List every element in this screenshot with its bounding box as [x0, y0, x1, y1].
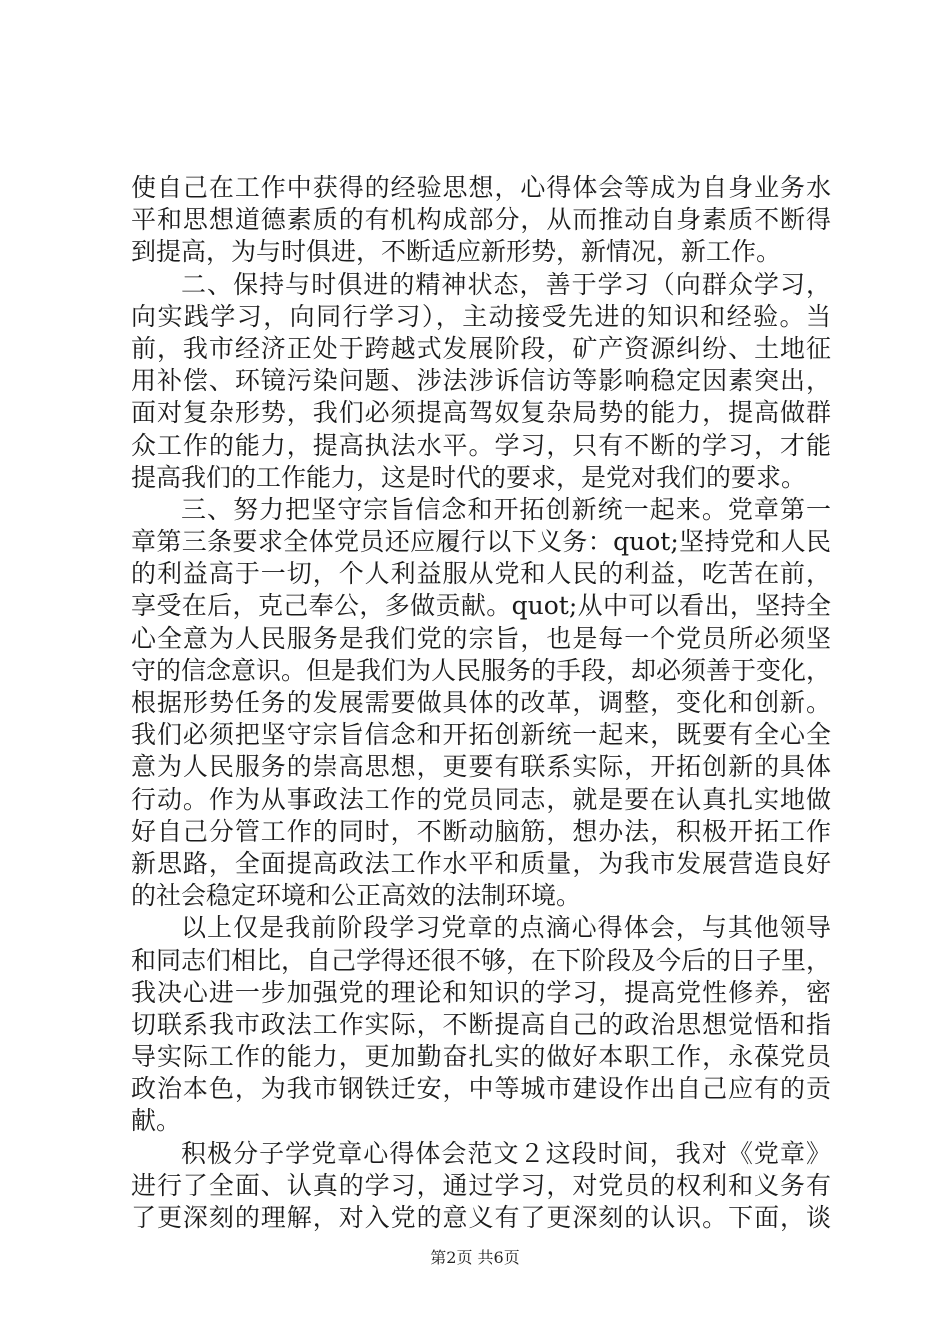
text-line: 进行了全面、认真的学习，通过学习，对党员的权利和义务有 — [131, 1170, 831, 1200]
text-line: 和同志们相比，自己学得还很不够，在下阶段及今后的日子里， — [131, 945, 832, 975]
text-line: 的利益高于一切，个人利益服从党和人民的利益，吃苦在前， — [131, 559, 831, 589]
document-body — [131, 172, 831, 1234]
text-line: 的社会稳定环境和公正高效的法制环境。 — [131, 881, 582, 911]
page-footer: 第2页 共6页 — [430, 1248, 520, 1267]
text-line: 行动。作为从事政法工作的党员同志，就是要在认真扎实地做 — [131, 784, 831, 814]
text-line: 到提高，为与时俱进，不断适应新形势，新情况，新工作。 — [131, 237, 782, 267]
text-line: 提高我们的工作能力，这是时代的要求，是党对我们的要求。 — [131, 462, 807, 492]
text-line: 章第三条要求全体党员还应履行以下义务：quot;坚持党和人民 — [131, 527, 831, 557]
text-line: 根据形势任务的发展需要做具体的改革，调整，变化和创新。 — [131, 688, 831, 717]
text-line: 政治本色，为我市钢铁迁安，中等城市建设作出自己应有的贡 — [131, 1074, 831, 1104]
text-line: 新思路，全面提高政法工作水平和质量，为我市发展营造良好 — [131, 848, 831, 878]
text-line: 好自己分管工作的同时，不断动脑筋，想办法，积极开拓工作 — [131, 816, 831, 846]
text-line: 众工作的能力，提高执法水平。学习，只有不断的学习，才能 — [131, 430, 831, 460]
text-line: 向实践学习，向同行学习），主动接受先进的知识和经验。当 — [131, 301, 831, 331]
text-line: 了更深刻的理解，对入党的意义有了更深刻的认识。下面，谈 — [131, 1203, 831, 1232]
text-line: 守的信念意识。但是我们为人民服务的手段，却必须善于变化， — [131, 655, 832, 685]
text-line: 使自己在工作中获得的经验思想，心得体会等成为自身业务水 — [131, 173, 831, 202]
text-line: 前，我市经济正处于跨越式发展阶段，矿产资源纠纷、土地征 — [131, 333, 831, 363]
text-line: 面对复杂形势，我们必须提高驾奴复杂局势的能力，提高做群 — [131, 398, 831, 428]
text-line: 用补偿、环镜污染问题、涉法涉诉信访等影响稳定因素突出， — [131, 366, 831, 396]
text-line: 享受在后，克己奉公，多做贡献。quot;从中可以看出，坚持全 — [131, 591, 831, 621]
text-line: 献。 — [131, 1106, 182, 1136]
text-line: 我们必须把坚守宗旨信念和开拓创新统一起来，既要有全心全 — [131, 720, 831, 750]
text-line: 三、努力把坚守宗旨信念和开拓创新统一起来。党章第一 — [181, 494, 831, 524]
text-line: 切联系我市政法工作实际，不断提高自己的政治思想觉悟和指 — [131, 1009, 831, 1039]
text-line: 积极分子学党章心得体会范文２这段时间，我对《党章》 — [181, 1138, 831, 1168]
text-line: 意为人民服务的崇高思想，更要有联系实际，开拓创新的具体 — [131, 752, 831, 782]
text-line: 二、保持与时俱进的精神状态，善于学习（向群众学习， — [181, 269, 831, 299]
text-line: 导实际工作的能力，更加勤奋扎实的做好本职工作，永葆党员 — [131, 1042, 831, 1072]
text-line: 我决心进一步加强党的理论和知识的学习，提高党性修养，密 — [131, 977, 831, 1007]
text-line: 以上仅是我前阶段学习党章的点滴心得体会，与其他领导 — [181, 913, 831, 943]
text-line: 平和思想道德素质的有机构成部分，从而推动自身素质不断得 — [131, 205, 831, 235]
text-line: 心全意为人民服务是我们党的宗旨，也是每一个党员所必须坚 — [131, 623, 831, 653]
